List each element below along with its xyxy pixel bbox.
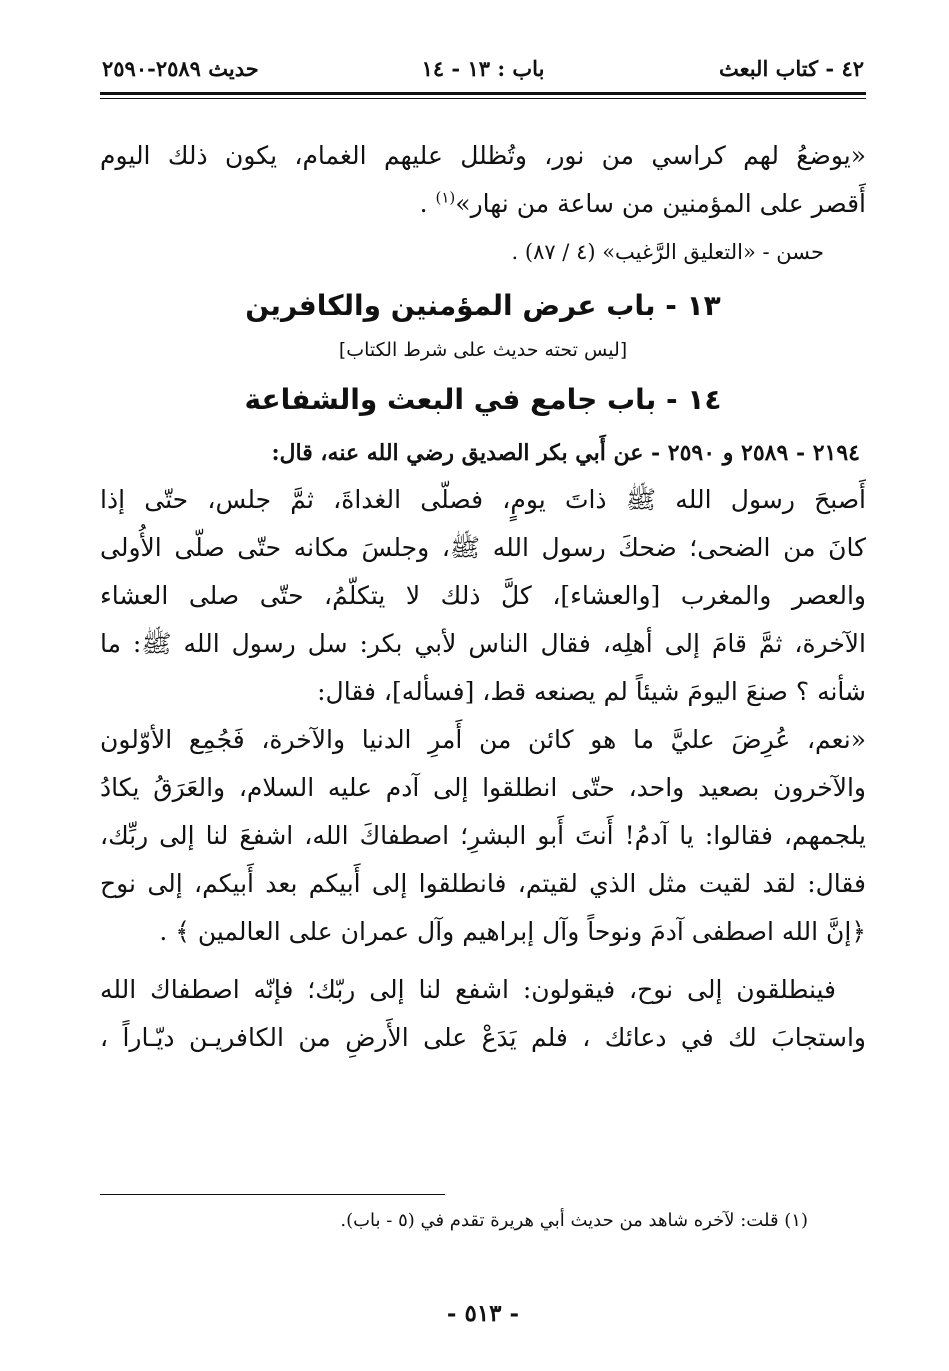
book-page	[100, 0, 866, 1371]
footnote-marker: (١)	[435, 188, 456, 207]
hadith-line: والآخرون بصعيد واحد، حتّى انطلقوا إلى آدم عليه السلام، والعَرَقُ يكادُ	[100, 773, 866, 802]
header-thick-rule	[100, 92, 866, 95]
header-chapters: باب : ١٣ - ١٤	[421, 56, 545, 81]
hadith-line: فينطلقون إلى نوح، فيقولون: اشفع لنا إلى ربّك؛ فإنّه اصطفاك الله	[100, 975, 836, 1004]
hadith-line: ﴿إنَّ الله اصطفى آدمَ ونوحاً وآل إبراهيم وآل عمران على العالمين ﴾ .	[159, 917, 866, 946]
hadith-line: كانَ من الضحى؛ ضحكَ رسول الله ﷺ، وجلسَ مكانه حتّى صلّى الأُولى	[100, 533, 866, 562]
hadith-line: واستجابَ لك في دعائك ، فلم يَدَعْ على الأَرضِ من الكافريـن ديّـاراً ،	[100, 1023, 866, 1052]
hadith-line: والعصر والمغرب [والعشاء]، كلَّ ذلك لا يتكلّمُ، حتّى صلى العشاء	[100, 581, 866, 610]
intro-line: «يوضعُ لهم كراسي من نور، وتُظلل عليهم الغمام، يكون ذلك اليوم	[100, 141, 866, 170]
paragraph-spacer	[100, 956, 866, 966]
hadith-line: أَصبحَ رسول الله ﷺ ذاتَ يومٍ، فصلّى الغداةَ، ثمَّ جلس، حتّى إذا	[100, 485, 866, 514]
hadith-line: الآخرة، ثمَّ قامَ إلى أهلِه، فقال الناس لأبي بكر: سل رسول الله ﷺ: ما	[100, 629, 866, 658]
footnote: (١) قلت: لآخره شاهد من حديث أبي هريرة تقدم في (٥ - باب).	[340, 1210, 808, 1231]
chapter-13-note: [ليس تحته حديث على شرط الكتاب]	[338, 339, 628, 361]
header-book-title: ٤٢ - كتاب البعث	[718, 56, 864, 81]
hadith-number-line: ٢١٩٤ - ٢٥٨٩ و ٢٥٩٠ - عن أَبي بكر الصديق رضي الله عنه، قال:	[271, 440, 860, 466]
chapter-14-title: ١٤ - باب جامع في البعث والشفاعة	[244, 383, 722, 416]
intro-line-end: .	[419, 189, 428, 218]
header-hadith-range: حديث ٢٥٨٩-٢٥٩٠	[102, 56, 259, 81]
hadith-line: شأنه ؟ صنعَ اليومَ شيئاً لم يصنعه قط، [فسأله]، فقال:	[317, 677, 866, 706]
hadith-line: يلجمهم، فقالوا: يا آدمُ! أَنتَ أَبو البشرِ؛ اصطفاكَ الله، اشفعَ لنا إلى ربِّك،	[100, 821, 866, 850]
hadith-grading: حسن - «التعليق الرَّغيب» (٤ / ٨٧) .	[511, 240, 824, 264]
intro-line	[100, 180, 866, 228]
hadith-line: فقال: لقد لقيت مثل الذي لقيتم، فانطلقوا إلى أَبيكم بعد أَبيكم، إلى نوح	[100, 869, 866, 898]
chapter-13-title: ١٣ - باب عرض المؤمنين والكافرين	[245, 289, 721, 322]
running-header	[100, 56, 866, 90]
page-number: - ٥١٣ -	[446, 1300, 520, 1327]
intro-line-text: أَقصر على المؤمنين من ساعة من نهار»	[455, 189, 866, 218]
hadith-line: «نعم، عُرِضَ عليَّ ما هو كائن من أَمرِ الدنيا والآخرة، فَجُمِع الأوّلون	[100, 725, 866, 754]
footnote-separator	[100, 1194, 445, 1195]
header-thin-rule	[100, 98, 866, 99]
page-content	[100, 132, 866, 1062]
